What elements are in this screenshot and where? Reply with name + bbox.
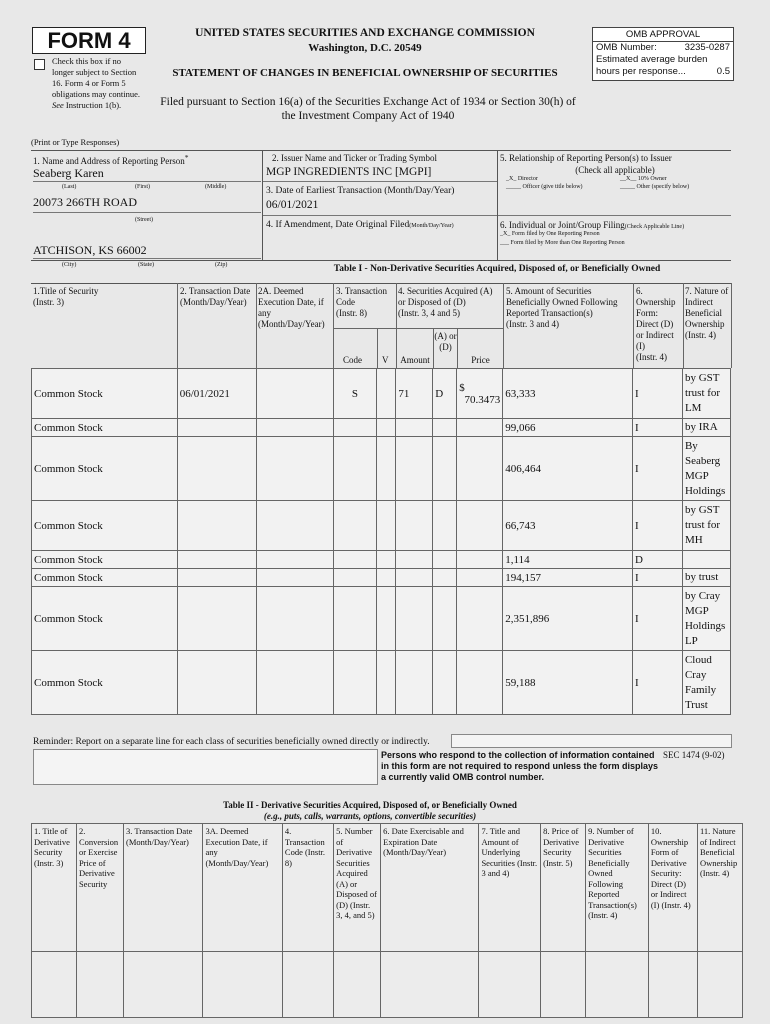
t1-cell-code [333, 651, 377, 715]
t1-cell-v [377, 501, 396, 551]
omb-hours-label: hours per response... [596, 66, 686, 77]
t2-cell [334, 952, 381, 1018]
t1-cell-form: I [633, 569, 683, 587]
divider [263, 181, 497, 182]
t2-cell [282, 952, 333, 1018]
t1-cell-amount [396, 569, 433, 587]
t1-cell-price [457, 501, 503, 551]
persons-notice: Persons who respond to the collection of information contained in this form are not required to respond unless the form displays a currently valid OMB control number. [381, 750, 659, 782]
t1-cell-code [333, 569, 377, 587]
t1-cell-owned: 406,464 [503, 437, 633, 501]
filed-pursuant-line1: Filed pursuant to Section 16(a) of the Securities Exchange Act of 1934 or Section 30(h) of [160, 96, 576, 108]
t1-cell-aord [433, 651, 457, 715]
t1-cell-aord [433, 501, 457, 551]
zip-label: (Zip) [215, 262, 228, 268]
t2-col-6: 6. Date Exercisable and Expiration Date (Month/Day/Year) [381, 824, 479, 952]
divider [497, 150, 498, 260]
t1-cell-price [457, 419, 503, 437]
t1-col-nature: 7. Nature of Indirect Beneficial Ownership (Instr. 4) [685, 286, 729, 340]
t2-cell [124, 952, 203, 1018]
t1-cell-v [377, 651, 396, 715]
t1-cell-amount: 71 [396, 369, 433, 419]
table-row [32, 437, 731, 501]
print-note: (Print or Type Responses) [31, 137, 120, 147]
t1-cell-title: Common Stock [32, 501, 178, 551]
t1-cell-date [177, 569, 256, 587]
table-row [32, 419, 731, 437]
t1-cell-aord: D [433, 369, 457, 419]
t1-sub-aord: (A) or (D) [434, 331, 457, 352]
t2-col-5: 5. Number of Derivative Securities Acquired (A) or Disposed of (D) (Instr. 3, 4, and 5) [334, 824, 381, 952]
t1-cell-date [177, 551, 256, 569]
t1-cell-deemed [256, 369, 333, 419]
t1-cell-deemed [256, 419, 333, 437]
t1-cell-owned: 1,114 [503, 551, 633, 569]
t1-cell-deemed [256, 437, 333, 501]
t2-col-11: 11. Nature of Indirect Beneficial Ownership (Instr. 4) [697, 824, 742, 952]
t1-cell-nature: Cloud Cray Family Trust [682, 651, 730, 715]
t1-cell-title: Common Stock [32, 587, 178, 651]
t1-cell-owned: 66,743 [503, 501, 633, 551]
t1-cell-aord [433, 419, 457, 437]
t1-cell-price [457, 551, 503, 569]
t1-cell-deemed [256, 569, 333, 587]
t1-cell-nature: by IRA [682, 419, 730, 437]
t1-cell-owned: 2,351,896 [503, 587, 633, 651]
city-label: (City) [62, 262, 77, 268]
t1-cell-aord [433, 551, 457, 569]
t1-cell-nature: by Cray MGP Holdings LP [682, 587, 730, 651]
t1-cell-v [377, 419, 396, 437]
no-longer-subject-checkbox[interactable] [34, 59, 45, 70]
t1-cell-price [457, 651, 503, 715]
street-label: (Street) [135, 217, 153, 223]
table-row [32, 501, 731, 551]
sec-number: SEC 1474 (9-02) [663, 750, 725, 760]
divider [498, 215, 731, 216]
t1-cell-amount [396, 587, 433, 651]
t1-cell-price [457, 587, 503, 651]
city-state-zip-value[interactable]: ATCHISON, KS 66002 [33, 243, 147, 257]
t1-cell-owned: 59,188 [503, 651, 633, 715]
t1-cell-v [377, 551, 396, 569]
state-label: (State) [138, 262, 154, 268]
omb-hours-value: 0.5 [716, 66, 730, 77]
t1-cell-price [457, 369, 503, 419]
t1-cell-amount [396, 419, 433, 437]
t1-cell-date [177, 587, 256, 651]
t1-col-amount: 5. Amount of Securities Beneficially Owned Following Reported Transaction(s) (Instr. 3 and 4) [506, 286, 618, 329]
divider [31, 260, 731, 261]
table2-subtitle: (e.g., puts, calls, warrants, options, convertible securities) [263, 811, 477, 821]
t1-col-date: 2. Transaction Date (Month/Day/Year) [180, 286, 251, 307]
omb-burden-label: Estimated average burden [596, 54, 708, 65]
divider [31, 150, 731, 151]
filing-label: 6. Individual or Joint/Group Filing(Check Applicable Line) [500, 220, 685, 230]
street-value[interactable]: 20073 266TH ROAD [33, 195, 137, 209]
issuer-value[interactable]: MGP INGREDIENTS INC [MGPI] [266, 166, 432, 178]
t1-col-title: 1.Title of Security (Instr. 3) [33, 286, 99, 307]
t2-cell [586, 952, 649, 1018]
table1-title: Table I - Non-Derivative Securities Acquired, Disposed of, or Beneficially Owned [333, 264, 661, 274]
reporting-person-name[interactable]: Seaberg Karen [33, 166, 104, 180]
t1-cell-amount [396, 651, 433, 715]
t1-col-form: 6. Ownership Form: Direct (D) or Indirect (I) (Instr. 4) [636, 286, 676, 362]
t2-col-7: 7. Title and Amount of Underlying Securities (Instr. 3 and 4) [479, 824, 541, 952]
t1-sub-v: V [382, 355, 389, 365]
director-option[interactable]: _X_ Director [506, 176, 538, 182]
t1-cell-v [377, 587, 396, 651]
t1-col-deemed: 2A. Deemed Execution Date, if any (Month/Day/Year) [258, 286, 325, 329]
omb-number-label: OMB Number: [596, 42, 657, 53]
omb-number-value: 3235-0287 [684, 42, 730, 53]
one-person-option[interactable]: _X_ Form filed by One Reporting Person [500, 231, 600, 237]
t1-cell-v [377, 569, 396, 587]
t1-cell-form: D [633, 551, 683, 569]
divider [683, 283, 684, 368]
t1-cell-deemed [256, 551, 333, 569]
divider [731, 283, 732, 368]
t1-cell-nature [682, 551, 730, 569]
divider [31, 283, 731, 284]
other-option[interactable]: _____ Other (specify below) [620, 184, 690, 190]
form-title: FORM 4 [32, 27, 146, 54]
reporting-person-label: 1. Name and Address of Reporting Person* [33, 153, 189, 166]
t2-col-2: 2. Conversion or Exercise Price of Derivative Security [76, 824, 123, 952]
table-row [32, 369, 731, 419]
t1-cell-deemed [256, 587, 333, 651]
divider [256, 283, 257, 368]
t1-cell-form: I [633, 369, 683, 419]
reminder-text: Reminder: Report on a separate line for each class of securities beneficially owned directly or indirectly. [33, 737, 430, 747]
t1-cell-owned: 63,333 [503, 369, 633, 419]
t2-cell [76, 952, 123, 1018]
divider [633, 283, 634, 368]
divider [333, 328, 503, 329]
t1-cell-code: S [333, 369, 377, 419]
t1-cell-owned: 99,066 [503, 419, 633, 437]
t1-cell-v [377, 437, 396, 501]
t1-cell-deemed [256, 651, 333, 715]
t1-cell-date [177, 437, 256, 501]
t1-cell-title: Common Stock [32, 419, 178, 437]
t1-cell-date: 06/01/2021 [177, 369, 256, 419]
t1-cell-date [177, 501, 256, 551]
relationship-label: 5. Relationship of Reporting Person(s) to Issuer [500, 153, 672, 163]
t1-cell-nature: By Seaberg MGP Holdings [682, 437, 730, 501]
t1-cell-nature: by GST trust for LM [682, 369, 730, 419]
t1-sub-amount: Amount [400, 355, 430, 365]
filed-pursuant-line2: the Investment Company Act of 1940 [281, 110, 455, 122]
price-symbol: $ [459, 381, 465, 394]
divider [333, 283, 334, 368]
t2-cell [381, 952, 479, 1018]
t2-col-3: 3. Transaction Date (Month/Day/Year) [124, 824, 203, 952]
t2-col-1: 1. Title of Derivative Security (Instr. 3) [32, 824, 77, 952]
t1-cell-title: Common Stock [32, 437, 178, 501]
divider [177, 283, 178, 368]
divider [33, 181, 261, 182]
t1-cell-title: Common Stock [32, 569, 178, 587]
ten-percent-owner-option[interactable]: __X__ 10% Owner [620, 176, 667, 182]
table1 [31, 368, 731, 715]
t1-cell-code [333, 501, 377, 551]
t1-cell-title: Common Stock [32, 551, 178, 569]
t1-sub-price: Price [471, 355, 490, 365]
divider [33, 212, 261, 213]
t1-cell-aord [433, 569, 457, 587]
t2-col-4: 4. Transaction Code (Instr. 8) [282, 824, 333, 952]
t1-cell-code [333, 551, 377, 569]
t2-col-9: 9. Number of Derivative Securities Beneficially Owned Following Reported Transaction(s) (Instr. 4) [586, 824, 649, 952]
t1-cell-form: I [633, 587, 683, 651]
omb-title: OMB APPROVAL [593, 28, 733, 42]
t1-cell-form: I [633, 501, 683, 551]
reminder-field[interactable] [451, 734, 732, 748]
amendment-label: 4. If Amendment, Date Original Filed(Month/Day/Year) [266, 220, 454, 230]
divider [263, 215, 497, 216]
last-label: (Last) [62, 184, 77, 190]
omb-approval-box [592, 27, 734, 81]
t1-sub-code: Code [343, 355, 362, 365]
t1-cell-nature: by GST trust for MH [682, 501, 730, 551]
first-label: (First) [135, 184, 150, 190]
t1-cell-nature: by trust [682, 569, 730, 587]
table-row [32, 569, 731, 587]
t2-cell [697, 952, 742, 1018]
more-person-option[interactable]: ___ Form filed by More than One Reporting Person [500, 240, 625, 246]
table-row [32, 587, 731, 651]
t2-cell [203, 952, 282, 1018]
table2 [31, 823, 743, 1018]
statement-title: STATEMENT OF CHANGES IN BENEFICIAL OWNERSHIP OF SECURITIES [172, 67, 558, 79]
t1-cell-deemed [256, 501, 333, 551]
agency-location: Washington, D.C. 20549 [308, 42, 422, 54]
t1-cell-v [377, 369, 396, 419]
earliest-date-value[interactable]: 06/01/2021 [266, 199, 319, 211]
t2-col-8: 8. Price of Derivative Security (Instr. 5) [541, 824, 586, 952]
t1-cell-aord [433, 587, 457, 651]
divider [503, 283, 504, 368]
table-row [32, 551, 731, 569]
reminder-field-left[interactable] [33, 749, 378, 785]
table-row [32, 651, 731, 715]
divider [377, 328, 378, 368]
t1-cell-aord [433, 437, 457, 501]
divider [262, 150, 263, 260]
t1-cell-form: I [633, 419, 683, 437]
t1-col-code: 3. Transaction Code (Instr. 8) [336, 286, 388, 318]
t1-cell-amount [396, 437, 433, 501]
t2-col-3a: 3A. Deemed Execution Date, if any (Month/Day/Year) [203, 824, 282, 952]
t2-cell [32, 952, 77, 1018]
t1-cell-form: I [633, 437, 683, 501]
officer-option[interactable]: _____ Officer (give title below) [506, 184, 583, 190]
t1-col-acquired: 4. Securities Acquired (A) or Disposed of (D) (Instr. 3, 4 and 5) [398, 286, 493, 318]
agency-name: UNITED STATES SECURITIES AND EXCHANGE COMMISSION [195, 27, 535, 39]
earliest-date-label: 3. Date of Earliest Transaction (Month/Day/Year) [266, 186, 455, 196]
check-box-instructions: Check this box if no longer subject to Section 16. Form 4 or Form 5 obligations may continue. See Instruction 1(b). [52, 56, 141, 110]
t1-cell-code [333, 587, 377, 651]
t1-cell-code [333, 437, 377, 501]
t2-col-10: 10. Ownership Form of Derivative Security: Direct (D) or Indirect (I) (Instr. 4) [648, 824, 697, 952]
divider [33, 258, 261, 259]
t1-cell-date [177, 651, 256, 715]
t2-cell [479, 952, 541, 1018]
t1-cell-form: I [633, 651, 683, 715]
t1-cell-title: Common Stock [32, 369, 178, 419]
t1-cell-code [333, 419, 377, 437]
price-value: 70.3473 [464, 393, 501, 406]
middle-label: (Middle) [205, 184, 227, 190]
t2-cell [648, 952, 697, 1018]
t1-cell-amount [396, 551, 433, 569]
t2-cell [541, 952, 586, 1018]
t1-cell-title: Common Stock [32, 651, 178, 715]
table2-title: Table II - Derivative Securities Acquired, Disposed of, or Beneficially Owned [223, 800, 517, 810]
t1-cell-amount [396, 501, 433, 551]
t1-cell-price [457, 437, 503, 501]
relationship-sub: (Check all applicable) [575, 165, 655, 175]
t1-cell-price [457, 569, 503, 587]
t1-cell-date [177, 419, 256, 437]
t1-cell-owned: 194,157 [503, 569, 633, 587]
issuer-label: 2. Issuer Name and Ticker or Trading Symbol [272, 153, 437, 163]
